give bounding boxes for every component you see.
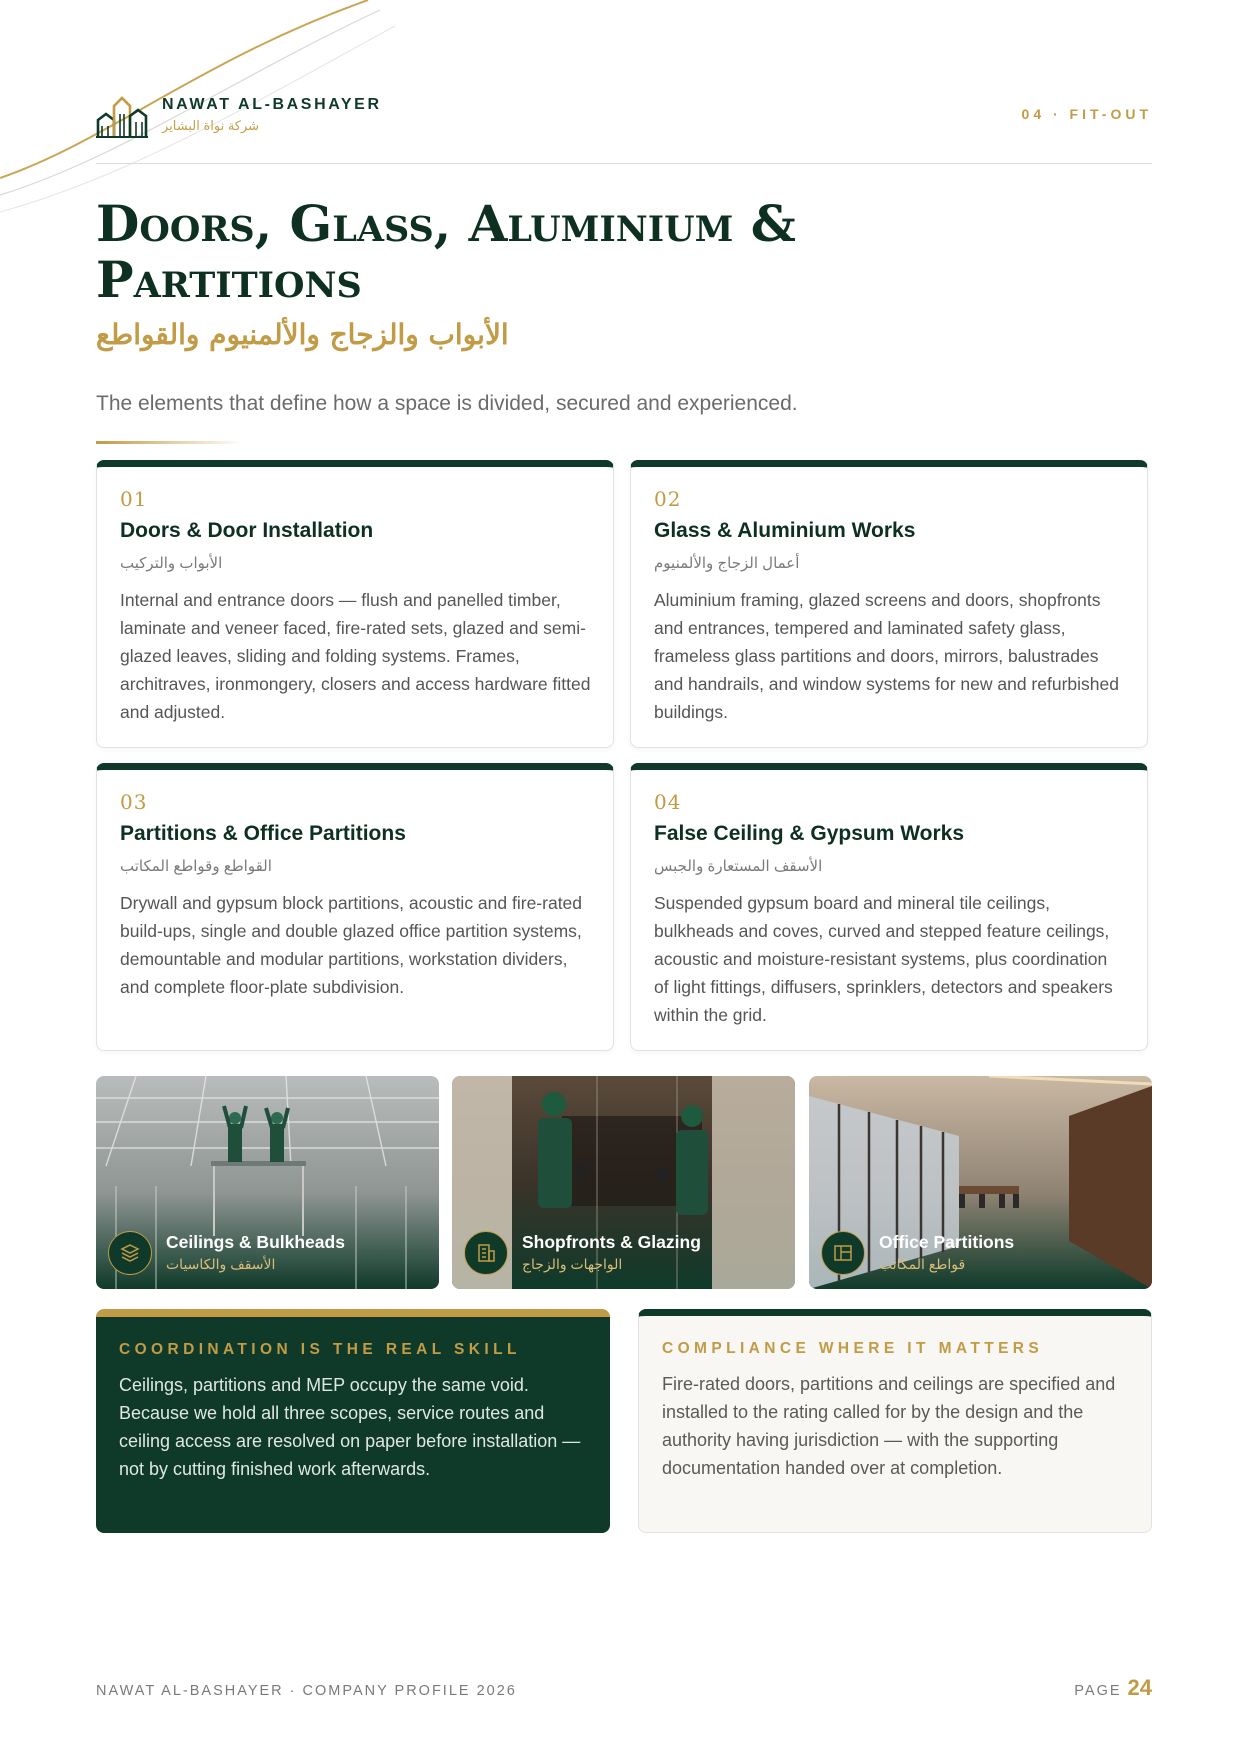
photo-label: Ceilings & Bulkheads	[166, 1232, 345, 1252]
layers-icon	[108, 1231, 152, 1275]
card-body: Suspended gypsum board and mineral tile ceilings, bulkheads and coves, curved and stepped feature ceilings, acoustic and moisture-resistant systems, plus coordination of light fittings, diffusers, sprinklers, detectors and speakers within the grid.	[654, 893, 1113, 1025]
photo-label-arabic: قواطع المكاتب	[879, 1256, 966, 1272]
photo-office-partitions	[809, 1076, 1152, 1289]
service-card-glass	[630, 460, 1148, 748]
page-number: 24	[1127, 1675, 1152, 1700]
card-body: Internal and entrance doors — flush and panelled timber, laminate and veneer faced, fire-rated sets, glazed and semi-glazed leaves, sliding and folding systems. Frames, architraves, ironmongery, closers and access hardware fitted and adjusted.	[120, 590, 591, 722]
card-number: 01	[120, 487, 148, 511]
card-number: 03	[120, 790, 148, 814]
company-logo-icon	[96, 92, 148, 140]
card-title: False Ceiling & Gypsum Works	[654, 822, 965, 845]
floorplan-icon	[821, 1231, 865, 1275]
photo-shopfronts	[452, 1076, 795, 1289]
callout-label: COORDINATION IS THE REAL SKILL	[119, 1341, 521, 1358]
footer-company: NAWAT AL-BASHAYER · COMPANY PROFILE 2026	[96, 1683, 517, 1699]
callout-body: Fire-rated doors, partitions and ceilings are specified and installed to the rating called for by the design and the authority having jurisdiction — with the supporting documentation handed over at completion.	[662, 1374, 1116, 1478]
card-title-arabic: الأبواب والتركيب	[120, 555, 223, 572]
callout-compliance	[638, 1309, 1152, 1533]
service-card-doors	[96, 460, 614, 748]
photo-label-arabic: الأسقف والكاسيات	[166, 1256, 276, 1272]
card-title-arabic: أعمال الزجاج والألمنيوم	[654, 555, 800, 572]
page-title-line-1: Doors, Glass, Aluminium &	[96, 194, 796, 253]
brand-name-arabic: شركة نواة البشاير	[162, 118, 260, 133]
card-title: Partitions & Office Partitions	[120, 822, 406, 845]
service-card-ceiling	[630, 763, 1148, 1051]
service-card-partitions	[96, 763, 614, 1051]
section-tag: 04 · FIT-OUT	[1021, 106, 1152, 122]
photo-label-arabic: الواجهات والزجاج	[522, 1256, 623, 1272]
gold-divider	[96, 441, 244, 444]
callout-coordination	[96, 1309, 610, 1533]
card-title: Glass & Aluminium Works	[654, 519, 916, 542]
building-icon	[464, 1231, 508, 1275]
page-title	[96, 196, 1152, 308]
brand-name: NAWAT AL-BASHAYER	[162, 96, 382, 113]
card-number: 02	[654, 487, 682, 511]
page-subtitle: The elements that define how a space is divided, secured and experienced.	[96, 392, 798, 415]
card-title-arabic: الأسقف المستعارة والجبس	[654, 858, 823, 875]
card-number: 04	[654, 790, 682, 814]
callout-label: COMPLIANCE WHERE IT MATTERS	[662, 1340, 1044, 1357]
photo-label: Shopfronts & Glazing	[522, 1232, 701, 1252]
page-title-line-2: Partitions	[96, 250, 362, 309]
card-title-arabic: القواطع وقواطع المكاتب	[120, 858, 272, 875]
callout-body: Ceilings, partitions and MEP occupy the same void. Because we hold all three scopes, service routes and ceiling access are resolved on paper before installation — not by cutting finished work afterwards.	[119, 1375, 581, 1479]
page-label: PAGE	[1074, 1683, 1122, 1699]
page-header	[96, 92, 1152, 164]
page-title-arabic: الأبواب والزجاج والألمنيوم والقواطع	[96, 318, 509, 351]
footer-page	[1074, 1675, 1152, 1701]
photo-ceilings	[96, 1076, 439, 1289]
card-body: Drywall and gypsum block partitions, acoustic and fire-rated build-ups, single and double glazed office partition systems, demountable and modular partitions, workstation dividers, and complete floor-plate subdivision.	[120, 893, 583, 997]
photo-label: Office Partitions	[879, 1232, 1015, 1252]
card-body: Aluminium framing, glazed screens and doors, shopfronts and entrances, tempered and laminated safety glass, frameless glass partitions and doors, mirrors, balustrades and handrails, and window systems for new and refurbished buildings.	[654, 590, 1119, 722]
card-title: Doors & Door Installation	[120, 519, 374, 542]
